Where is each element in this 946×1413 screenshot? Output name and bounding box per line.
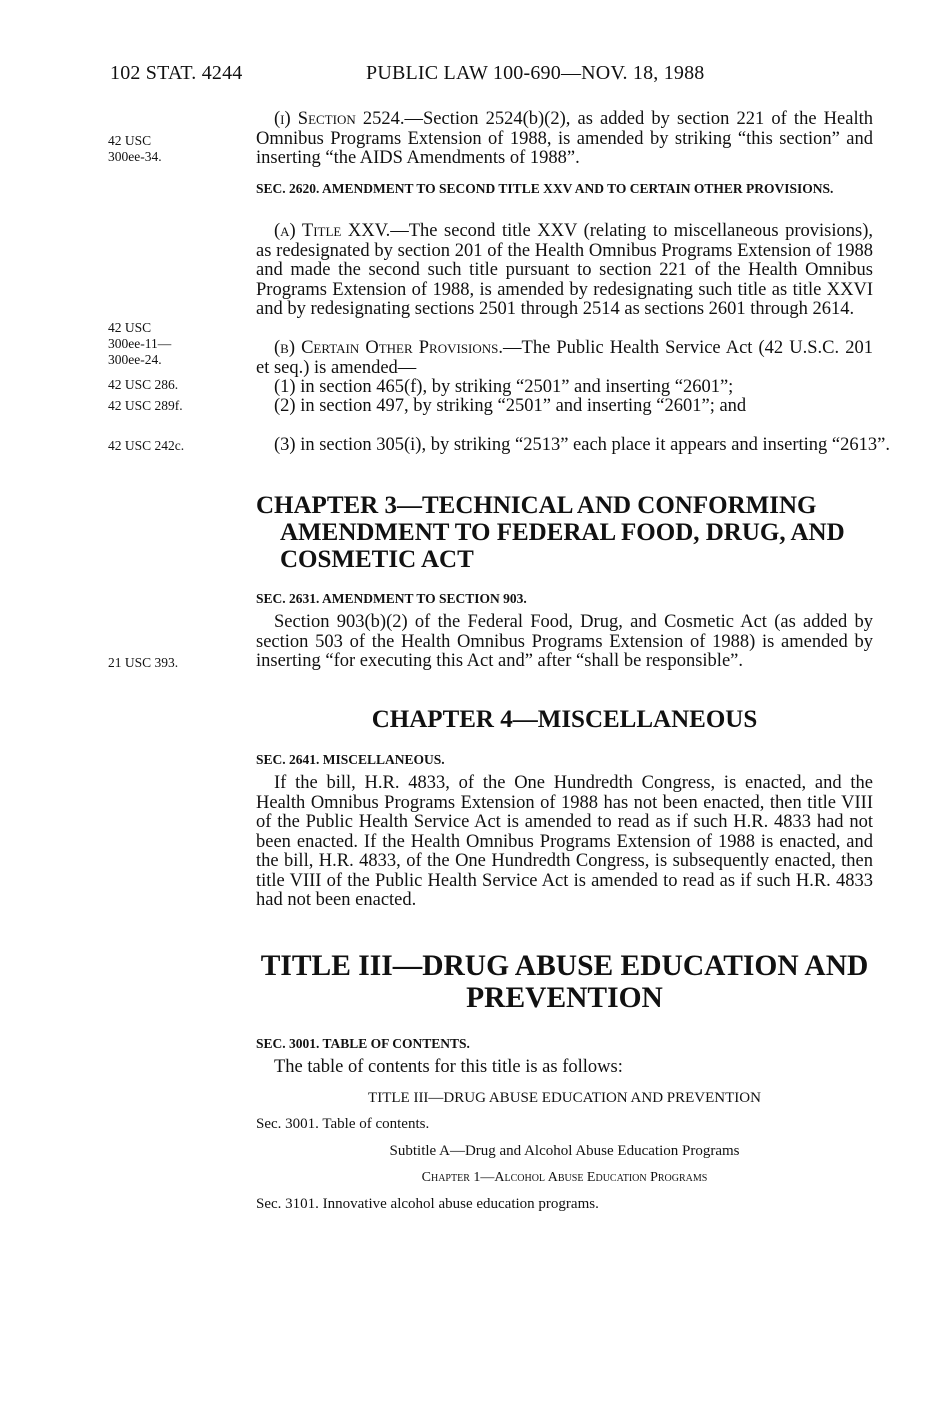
margin-note-usc: 21 USC 393. <box>108 655 179 670</box>
paragraph-text: —The second title XXV (relating to miscellaneous provisions), as redesignated by section 201 of the Health Omnibus Programs Extension of 1988 and made the second such title pursuant to section 221 of the Health Omnibus Programs Extension of 1988, is amended by redesignating such title as title XXVI and by redesignating sections 2501 through 2514 as sections 2601 through 2614. <box>256 221 873 319</box>
section-heading-2631: SEC. 2631. AMENDMENT TO SECTION 903. <box>256 591 527 606</box>
paragraph-certain-other-provisions <box>256 339 873 378</box>
chapter-heading-3: CHAPTER 3—TECHNICAL AND CONFORMING AMENDMENT TO FEDERAL FOOD, DRUG, AND COSMETIC ACT <box>256 492 845 573</box>
margin-note-usc: 42 USC 242c. <box>108 438 185 453</box>
chapter-heading-4: CHAPTER 4—MISCELLANEOUS <box>371 706 758 733</box>
toc-entry: Sec. 3101. Innovative alcohol abuse education programs. <box>256 1196 599 1212</box>
list-item: (1) in section 465(f), by striking “2501” and inserting “2601”; <box>274 377 734 397</box>
section-heading-2620: SEC. 2620. AMENDMENT TO SECOND TITLE XXV AND TO CERTAIN OTHER PROVISIONS. <box>256 181 834 196</box>
paragraph-label: (b) Certain Other Provisions. <box>274 338 504 358</box>
list-item: (2) in section 497, by striking “2501” and inserting “2601”; and <box>274 396 747 416</box>
margin-note-usc: 42 USC 300ee-11— 300ee-24. <box>108 320 172 367</box>
margin-note-usc: 42 USC 286. <box>108 377 179 392</box>
paragraph-title-xxv <box>256 222 873 320</box>
paragraph-text: —Section 2524(b)(2), as added by section 221 of the Health Omnibus Programs Extension of 1988, is amended by striking “this section” and inserting “the AIDS Amendments of 1988”. <box>256 109 873 168</box>
running-head: PUBLIC LAW 100-690—NOV. 18, 1988 <box>366 62 705 84</box>
toc-subtitle: Subtitle A—Drug and Alcohol Abuse Education Programs <box>389 1143 740 1159</box>
paragraph-label: (i) Section 2524. <box>274 109 405 129</box>
toc-entry: Sec. 3001. Table of contents. <box>256 1116 430 1132</box>
page-stat-reference: 102 STAT. 4244 <box>110 62 243 84</box>
paragraph-label: (a) Title XXV. <box>274 221 391 241</box>
section-heading-2641: SEC. 2641. MISCELLANEOUS. <box>256 752 445 767</box>
paragraph-text: —The Public Health Service Act (42 U.S.C. 201 et seq.) is amended— <box>256 338 873 378</box>
paragraph-miscellaneous: If the bill, H.R. 4833, of the One Hundredth Congress, is enacted, and the Health Omnibus Programs Extension of 1988 has not been enacted, then title VIII of the Public Health Service Act is amended to read as if such H.R. 4833 had not been enacted. If the Health Omnibus Programs Extension of 1988 is enacted, and the bill, H.R. 4833, of the One Hundredth Congress, is subsequently enacted, then title VIII of the Public Health Service Act is amended to read as if such H.R. 4833 had not been enacted. <box>256 773 873 910</box>
paragraph-section-903: Section 903(b)(2) of the Federal Food, Drug, and Cosmetic Act (as added by section 503 of the Health Omnibus Programs Extension of 1988) is amended by inserting “for executing this Act and” after “shall be responsible”. <box>256 612 873 671</box>
margin-note-usc: 42 USC 300ee-34. <box>108 133 162 164</box>
toc-title: TITLE III—DRUG ABUSE EDUCATION AND PREVENTION <box>368 1090 761 1106</box>
section-heading-3001: SEC. 3001. TABLE OF CONTENTS. <box>256 1036 470 1051</box>
paragraph-section-2524 <box>256 110 873 169</box>
list-item: (3) in section 305(i), by striking “2513” each place it appears and inserting “2613”. <box>274 435 890 455</box>
paragraph-table-of-contents: The table of contents for this title is as follows: <box>274 1057 623 1077</box>
toc-chapter: Chapter 1—Alcohol Abuse Education Programs <box>421 1170 708 1185</box>
margin-note-usc: 42 USC 289f. <box>108 398 183 413</box>
title-heading-3: TITLE III—DRUG ABUSE EDUCATION AND PREVENTION <box>260 950 869 1014</box>
